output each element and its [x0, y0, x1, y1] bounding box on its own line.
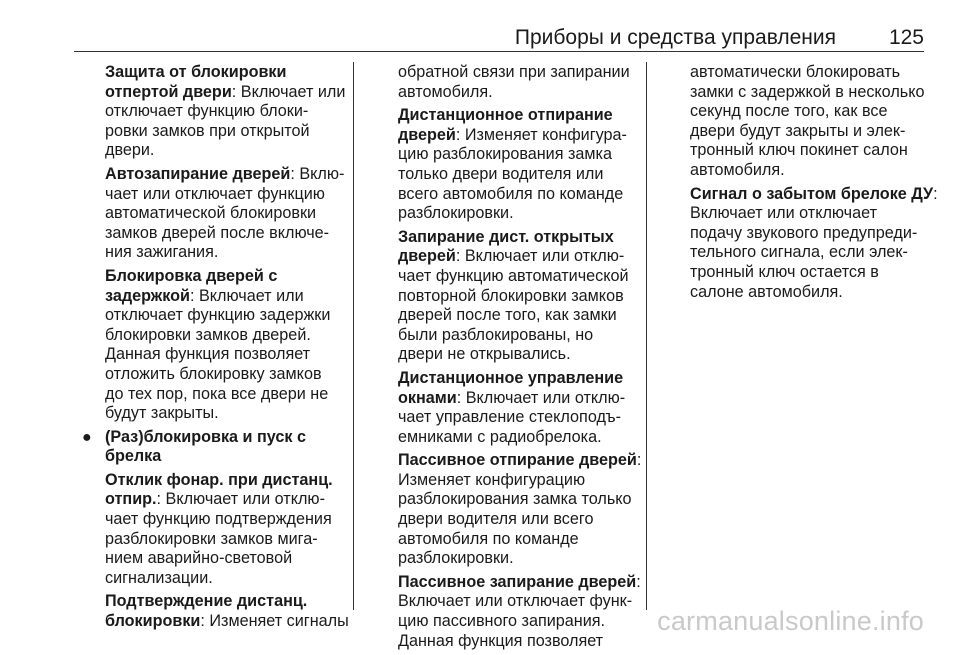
definition-text: сигнализации.: [105, 568, 213, 587]
term-text: Дистанционное отпирание: [398, 106, 613, 125]
definition-text: замки с задержкой в несколько: [690, 82, 925, 101]
text-line: [398, 389, 638, 409]
term-text: Пассивное отпирание дверей: [398, 451, 637, 470]
term-text: отпертой двери: [105, 82, 232, 101]
definition-text: :: [636, 572, 641, 591]
definition-text: отключает функцию задержки: [105, 306, 331, 325]
bullet-icon: ●: [82, 428, 92, 446]
text-line: [105, 267, 345, 287]
definition-text: автомобиля.: [690, 160, 785, 179]
definition-text: разблокировки.: [398, 204, 514, 223]
page-number: 125: [888, 26, 924, 49]
paragraph: [398, 228, 638, 365]
text-line: [105, 592, 345, 612]
definition-text: салоне автомобиля.: [690, 282, 843, 301]
term-text: окнами: [398, 388, 457, 407]
text-line: [398, 228, 638, 248]
text-line: [398, 369, 638, 389]
text-line: [105, 428, 345, 448]
definition-text: чает управление стеклоподъ-: [398, 408, 622, 427]
term-text: Блокировка дверей с: [105, 266, 278, 285]
text-line: [105, 165, 345, 185]
definition-text: автомобиля.: [398, 82, 493, 101]
column-divider-2: [646, 62, 647, 610]
header-divider: [74, 51, 924, 52]
definition-text: чает функцию автоматической: [398, 266, 629, 285]
definition-text: Данная функция позволяет: [105, 345, 311, 364]
text-line: [105, 612, 349, 632]
paragraph: [105, 267, 345, 424]
term-text: Сигнал о забытом брелоке ДУ: [690, 184, 934, 203]
definition-text: разблокирования замка только: [398, 490, 632, 509]
definition-text: ровки замков при открытой: [105, 121, 310, 140]
definition-text: блокировки замков дверей.: [105, 325, 311, 344]
definition-text: всего автомобиля по команде: [398, 184, 624, 203]
text-line: [398, 247, 638, 267]
definition-text: автоматически блокировать: [690, 63, 901, 81]
text-line: [105, 447, 345, 467]
term-text: дверей: [398, 247, 456, 266]
text-line: [398, 451, 642, 471]
definition-text: отложить блокировку замков: [105, 364, 322, 383]
definition-text: :: [636, 451, 642, 470]
definition-text: цию разблокирования замка: [398, 145, 612, 164]
definition-text: : Изменяет конфигура-: [455, 125, 627, 144]
term-text: дверей: [398, 125, 456, 144]
definition-text: Включает или отключает функ-: [398, 592, 633, 611]
text-line: [105, 471, 345, 491]
paragraph: [398, 369, 638, 447]
definition-text: тельного сигнала, если элек-: [690, 243, 908, 262]
definition-text: тронный ключ покинет салон: [690, 141, 908, 160]
term-text: брелка: [105, 447, 162, 466]
definition-text: : Включает или отклю-: [456, 388, 626, 407]
paragraph: [690, 184, 938, 303]
paragraph: [398, 451, 642, 569]
text-line: [690, 184, 938, 205]
definition-text: были разблокированы, но: [398, 325, 594, 344]
term-text: Автозапирание дверей: [105, 164, 291, 183]
text-line: [105, 287, 345, 307]
bullet-heading: [82, 427, 345, 467]
definition-text: Изменяет конфигурацию: [398, 470, 586, 489]
definition-text: обратной связи при запирании: [398, 63, 630, 81]
definition-text: отключает функцию блоки-: [105, 102, 309, 121]
definition-text: Данная функция позволяет: [398, 631, 604, 650]
definition-text: только двери водителя или: [398, 164, 604, 183]
definition-text: чает или отключает функцию: [105, 184, 325, 203]
definition-text: :: [933, 184, 938, 203]
definition-text: емниками с радиобрелока.: [398, 427, 602, 446]
definition-text: двери будут закрыты и элек-: [690, 121, 906, 140]
definition-text: цию пассивного запирания.: [398, 612, 606, 631]
definition-text: автоматической блокировки: [105, 204, 317, 223]
paragraph: [398, 106, 638, 224]
definition-text: : Включает или: [190, 286, 304, 305]
paragraph: [105, 165, 345, 263]
definition-text: двери водителя или всего: [398, 510, 594, 529]
definition-text: двери.: [105, 141, 155, 160]
definition-text: автомобиля по команде: [398, 529, 579, 548]
text-line: [398, 106, 638, 126]
definition-text: будут закрыты.: [105, 404, 219, 423]
definition-text: повторной блокировки замков: [398, 286, 624, 305]
definition-text: секунд после того, как все: [690, 102, 888, 121]
paragraph: [690, 63, 930, 181]
text-line: [105, 63, 345, 83]
page-header: [74, 26, 924, 50]
text-line: [105, 490, 345, 510]
definition-text: : Включает или отклю-: [156, 490, 325, 509]
term-text: Дистанционное управление: [398, 368, 624, 387]
term-text: задержкой: [105, 286, 190, 305]
definition-text: до тех пор, пока все двери не: [105, 384, 329, 403]
definition-text: двери не открывались.: [398, 345, 571, 364]
definition-text: чает функцию подтверждения: [105, 510, 332, 529]
term-text: Подтверждение дистанц.: [105, 592, 308, 611]
definition-text: подачу звукового предупреди-: [690, 223, 918, 242]
definition-text: : Включает или: [231, 82, 346, 101]
text-line: [398, 572, 641, 593]
definition-text: тронный ключ остается в: [690, 262, 879, 281]
term-text: Защита от блокировки: [105, 63, 287, 81]
column-3: [690, 63, 938, 306]
definition-text: дверей после того, как замки: [398, 306, 617, 325]
column-2: [398, 63, 642, 655]
definition-text: ния зажигания.: [105, 243, 219, 262]
term-text: отпир.: [105, 490, 157, 509]
paragraph: [105, 63, 345, 161]
definition-text: : Вклю-: [290, 164, 345, 183]
definition-text: разблокировки.: [398, 549, 514, 568]
text-line: [398, 126, 638, 146]
column-1: [82, 63, 349, 636]
definition-text: разблокировки замков мига-: [105, 529, 318, 548]
definition-text: : Включает или отклю-: [455, 247, 625, 266]
term-text: Пассивное запирание дверей: [398, 572, 637, 591]
term-text: Отклик фонар. при дистанц.: [105, 470, 333, 489]
term-text: (Раз)блокировка и пуск с: [105, 427, 306, 446]
definition-text: нием аварийно-световой: [105, 549, 293, 568]
paragraph: [398, 63, 638, 102]
header-title: Приборы и средства управления: [514, 26, 836, 49]
paragraph: [398, 572, 641, 651]
paragraph: [105, 592, 349, 631]
term-text: блокировки: [105, 612, 201, 631]
definition-text: : Изменяет сигналы: [200, 612, 349, 631]
term-text: Запирание дист. открытых: [398, 227, 614, 246]
column-divider-1: [353, 62, 354, 610]
paragraph: [105, 471, 345, 589]
watermark: carmanualsonline.info: [657, 606, 924, 636]
text-line: [105, 83, 345, 103]
definition-text: замков дверей после включе-: [105, 223, 330, 242]
definition-text: Включает или отключает: [690, 204, 878, 223]
